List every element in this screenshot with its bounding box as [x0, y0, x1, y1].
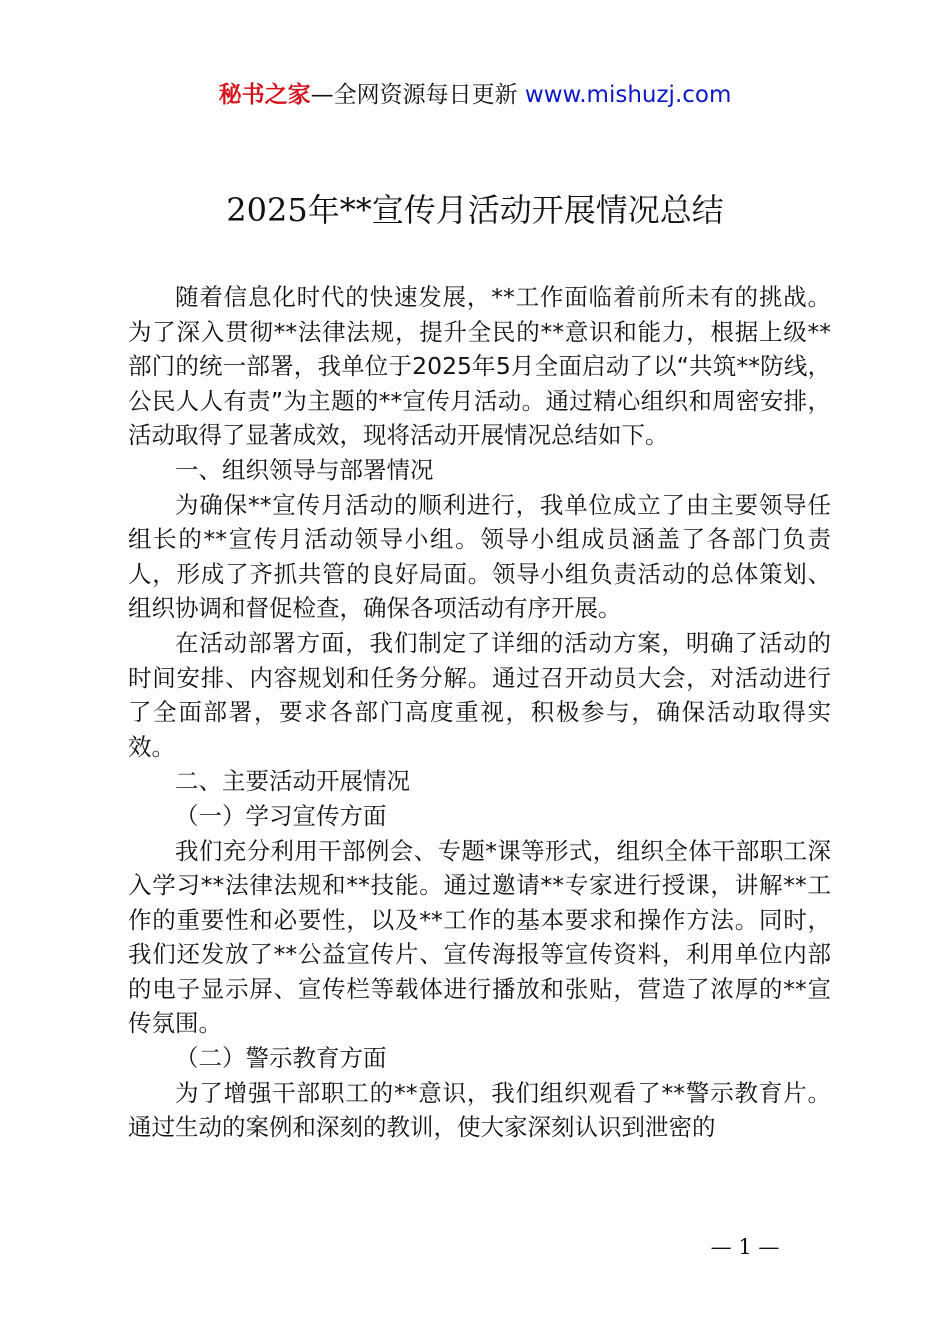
header-tagline: —全网资源每日更新 [310, 82, 525, 108]
site-header [0, 78, 950, 112]
subsection-heading-2: （二）警示教育方面 [175, 1044, 387, 1073]
site-url-link[interactable]: www.mishuzj.com [524, 82, 732, 108]
intro-paragraph: 随着信息化时代的快速发展，**工作面临着前所未有的挑战。为了深入贯彻**法律法规，提升全民的**意识和能力，根据上级**部门的统一部署，我单位于2025年5月全面启动了以“共筑**防线，公民人人有责”为主题的**宣传月活动。通过精心组织和周密安排，活动取得了显著成效，现将活动开展情况总结如下。 [128, 283, 831, 450]
body-paragraph: 我们充分利用干部例会、专题*课等形式，组织全体干部职工深入学习**法律法规和**技能。通过邀请**专家进行授课，讲解**工作的重要性和必要性，以及**工作的基本要求和操作方法。同时，我们还发放了**公益宣传片、宣传海报等宣传资料，利用单位内部的电子显示屏、宣传栏等载体进行播放和张贴，营造了浓厚的**宣传氛围。 [128, 836, 831, 1038]
section-heading-1: 一、组织领导与部署情况 [175, 455, 434, 484]
body-paragraph: 在活动部署方面，我们制定了详细的活动方案，明确了活动的时间安排、内容规划和任务分解。通过召开动员大会，对活动进行了全面部署，要求各部门高度重视，积极参与，确保活动取得实效。 [128, 628, 831, 761]
document-body [128, 280, 831, 1145]
section-heading-2: 二、主要活动开展情况 [175, 767, 410, 796]
subsection-heading-1: （一）学习宣传方面 [175, 801, 387, 830]
page-number: — 1 — [710, 1235, 780, 1259]
body-paragraph: 为了增强干部职工的**意识，我们组织观看了**警示教育片。通过生动的案例和深刻的教训，使大家深刻认识到泄密的 [128, 1078, 831, 1142]
brand-name[interactable]: 秘书之家 [218, 82, 311, 108]
document-title: 2025年**宣传月活动开展情况总结 [226, 191, 724, 229]
body-paragraph: 为确保**宣传月活动的顺利进行，我单位成立了由主要领导任组长的**宣传月活动领导小组。领导小组成员涵盖了各部门负责人，形成了齐抓共管的良好局面。领导小组负责活动的总体策划、组织协调和督促检查，确保各项活动有序开展。 [128, 490, 831, 623]
